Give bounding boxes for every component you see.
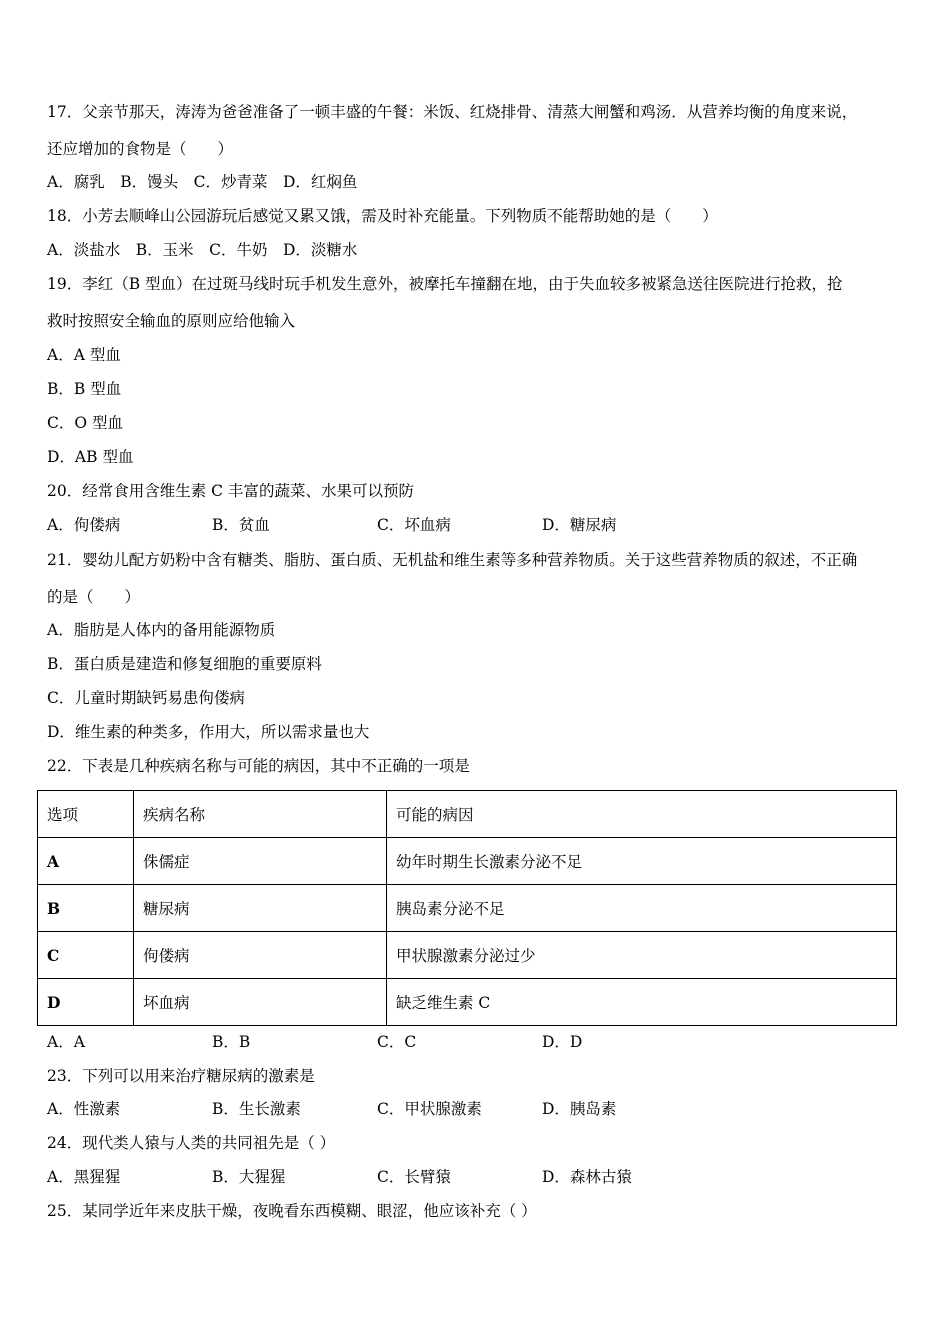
table-row xyxy=(38,979,897,1026)
disease-table xyxy=(37,790,897,1026)
q20-option-c: C．坏血病 xyxy=(377,516,451,534)
q21-option-d: D．维生素的种类多，作用大，所以需求量也大 xyxy=(47,723,370,741)
q21-option-b: B．蛋白质是建造和修复细胞的重要原料 xyxy=(47,655,322,673)
q24-stem: 24．现代类人猿与人类的共同祖先是（ ） xyxy=(47,1134,336,1152)
table-cell-cause: 甲状腺激素分泌过少 xyxy=(387,932,897,979)
q20-option-d: D．糖尿病 xyxy=(542,516,617,534)
q25-stem: 25．某同学近年来皮肤干燥，夜晚看东西模糊、眼涩，他应该补充（ ） xyxy=(47,1202,537,1220)
table-cell-option: B xyxy=(38,885,134,932)
q24-option-d: D．森林古猿 xyxy=(542,1168,632,1186)
table-cell-disease: 坏血病 xyxy=(134,979,387,1026)
table-row xyxy=(38,838,897,885)
q23-option-b: B．生长激素 xyxy=(212,1100,301,1118)
table-cell-disease: 侏儒症 xyxy=(134,838,387,885)
q22-option-d: D．D xyxy=(542,1033,583,1051)
table-cell-cause: 胰岛素分泌不足 xyxy=(387,885,897,932)
table-cell-option: C xyxy=(38,932,134,979)
table-row xyxy=(38,885,897,932)
q22-option-b: B．B xyxy=(212,1033,251,1051)
table-cell-option: D xyxy=(38,979,134,1026)
q20-stem: 20．经常食用含维生素 C 丰富的蔬菜、水果可以预防 xyxy=(47,482,414,500)
table-row xyxy=(38,932,897,979)
q23-option-d: D．胰岛素 xyxy=(542,1100,617,1118)
q19-option-b: B．B 型血 xyxy=(47,380,122,398)
q24-option-a: A．黑猩猩 xyxy=(47,1168,121,1186)
q21-stem-line1: 21．婴幼儿配方奶粉中含有糖类、脂肪、蛋白质、无机盐和维生素等多种营养物质。关于这些营养物质的叙述，不正确 xyxy=(47,551,858,569)
q23-option-a: A．性激素 xyxy=(47,1100,121,1118)
q23-option-c: C．甲状腺激素 xyxy=(377,1100,482,1118)
q22-option-a: A．A xyxy=(47,1033,85,1051)
q18-options: A．淡盐水 B．玉米 C．牛奶 D．淡糖水 xyxy=(47,241,358,259)
q24-option-c: C．长臂猿 xyxy=(377,1168,451,1186)
q19-option-a: A．A 型血 xyxy=(47,346,121,364)
table-header-cell: 可能的病因 xyxy=(387,791,897,838)
q21-stem-line2: 的是（ ） xyxy=(47,588,141,606)
table-header-cell: 疾病名称 xyxy=(134,791,387,838)
q19-option-c: C．O 型血 xyxy=(47,414,123,432)
table-cell-option: A xyxy=(38,838,134,885)
table-cell-cause: 幼年时期生长激素分泌不足 xyxy=(387,838,897,885)
q22-option-c: C．C xyxy=(377,1033,417,1051)
q20-option-b: B．贫血 xyxy=(212,516,270,534)
q17-options: A．腐乳 B．馒头 C．炒青菜 D．红焖鱼 xyxy=(47,173,358,191)
q19-option-d: D．AB 型血 xyxy=(47,448,134,466)
q20-option-a: A．佝偻病 xyxy=(47,516,121,534)
q22-stem: 22．下表是几种疾病名称与可能的病因，其中不正确的一项是 xyxy=(47,757,470,775)
table-cell-disease: 糖尿病 xyxy=(134,885,387,932)
q17-stem-line1: 17．父亲节那天，涛涛为爸爸准备了一顿丰盛的午餐：米饭、红烧排骨、清蒸大闸蟹和鸡汤．从营养均衡的角度来说， xyxy=(47,103,858,121)
q18-stem: 18．小芳去顺峰山公园游玩后感觉又累又饿，需及时补充能量。下列物质不能帮助她的是（ ） xyxy=(47,207,718,225)
q21-option-c: C．儿童时期缺钙易患佝偻病 xyxy=(47,689,245,707)
q23-stem: 23．下列可以用来治疗糖尿病的激素是 xyxy=(47,1067,315,1085)
table-header-cell: 选项 xyxy=(38,791,134,838)
q19-stem-line2: 救时按照安全输血的原则应给他输入 xyxy=(47,312,296,330)
q19-stem-line1: 19．李红（B 型血）在过斑马线时玩手机发生意外，被摩托车撞翻在地，由于失血较多被紧急送往医院进行抢救，抢 xyxy=(47,275,843,293)
q21-option-a: A．脂肪是人体内的备用能源物质 xyxy=(47,621,276,639)
table-header-row xyxy=(38,791,897,838)
table-cell-disease: 佝偻病 xyxy=(134,932,387,979)
table-cell-cause: 缺乏维生素 C xyxy=(387,979,897,1026)
q17-stem-line2: 还应增加的食物是（ ） xyxy=(47,140,234,158)
q24-option-b: B．大猩猩 xyxy=(212,1168,286,1186)
